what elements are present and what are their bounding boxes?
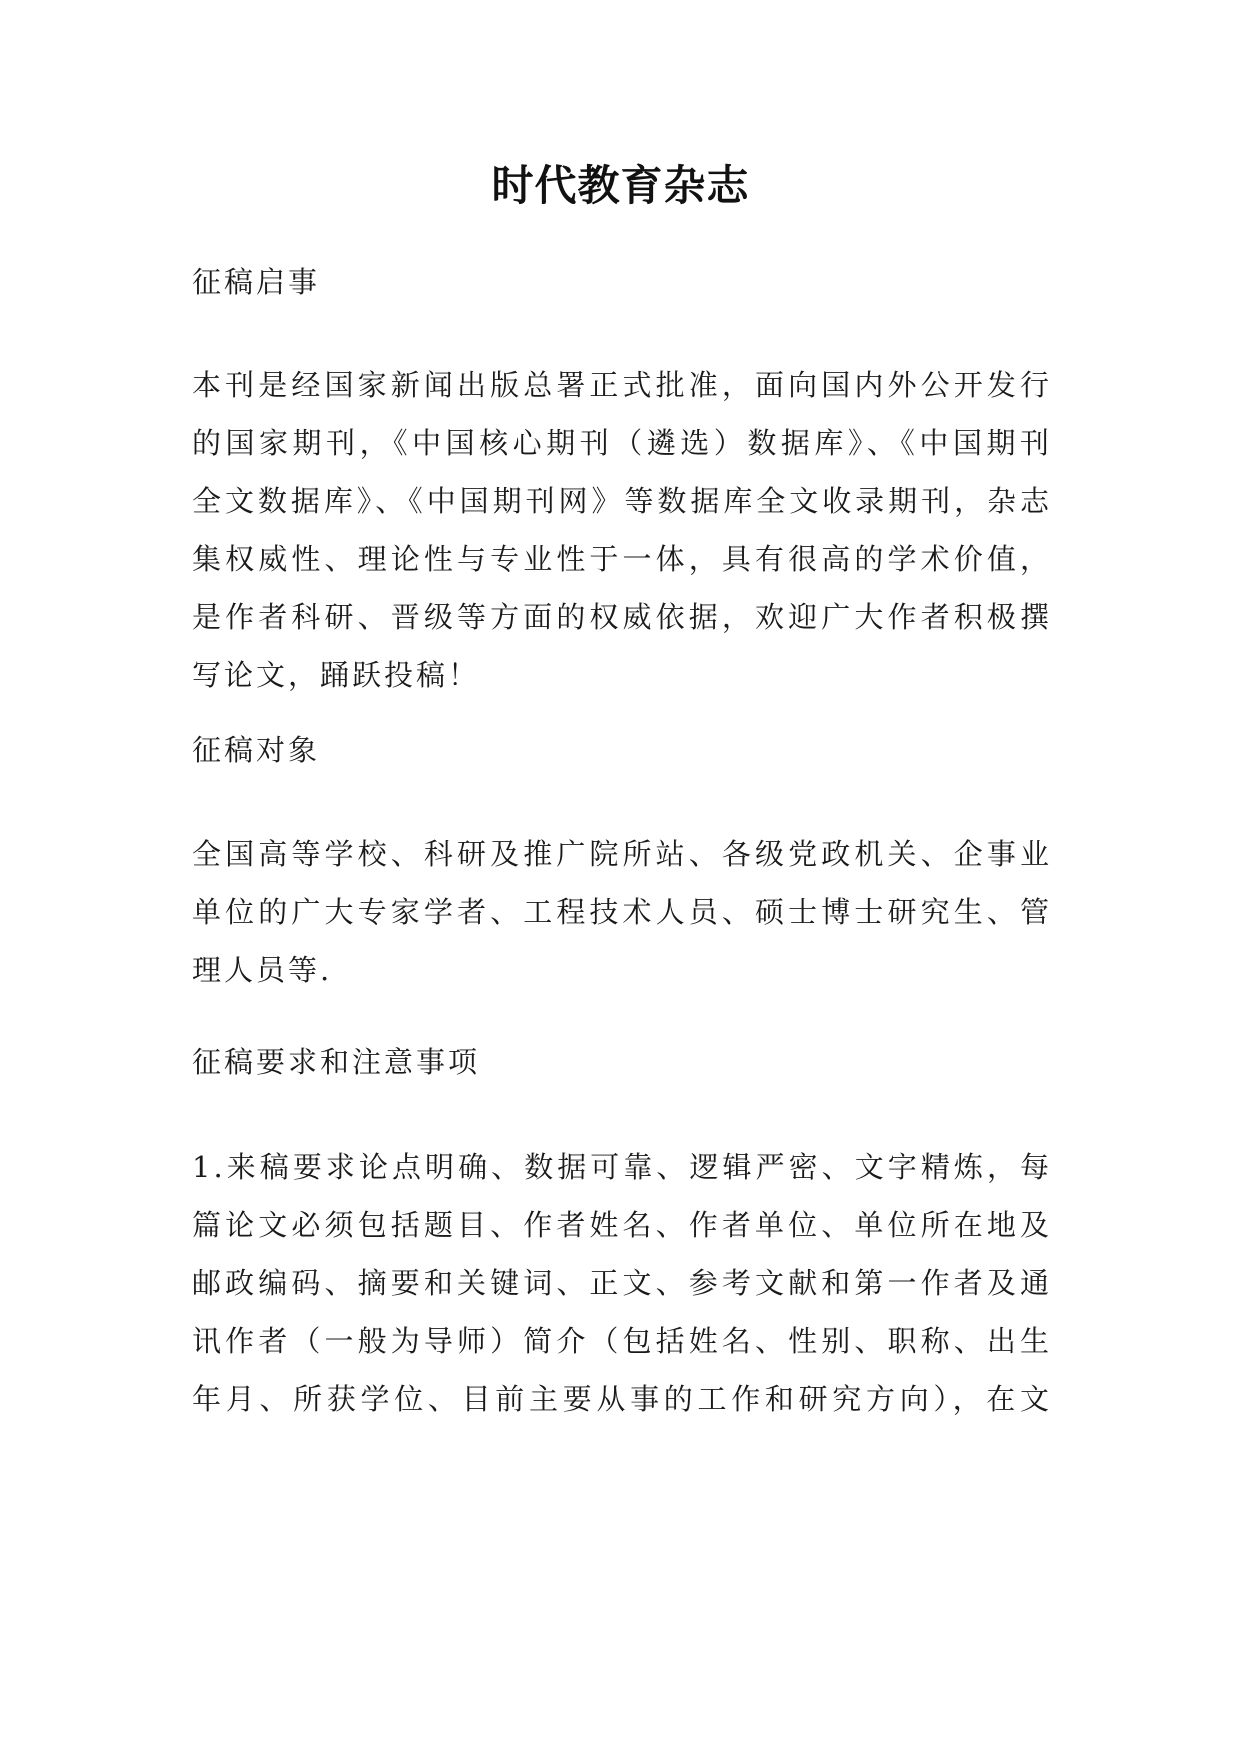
paragraph-requirements xyxy=(192,1138,1052,1428)
section-heading-target-authors: 征稿对象 xyxy=(192,733,321,767)
section-heading-call-for-papers: 征稿启事 xyxy=(192,265,321,299)
paragraph-line: 本刊是经国家新闻出版总署正式批准，面向国内外公开发行 xyxy=(192,368,1052,402)
paragraph-line: 全国高等学校、科研及推广院所站、各级党政机关、企事业 xyxy=(192,837,1052,871)
page-title: 时代教育杂志 xyxy=(491,161,750,210)
section-heading-requirements: 征稿要求和注意事项 xyxy=(192,1045,481,1079)
paragraph-line: 集权威性、理论性与专业性于一体，具有很高的学术价值， xyxy=(192,542,1052,576)
paragraph-line: 的国家期刊，《中国核心期刊（遴选）数据库》、《中国期刊 xyxy=(192,426,1052,460)
paragraph-line: 单位的广大专家学者、工程技术人员、硕士博士研究生、管 xyxy=(192,895,1052,929)
paragraph-line: 全文数据库》、《中国期刊网》等数据库全文收录期刊，杂志 xyxy=(192,484,1052,518)
paragraph-line: 写论文，踊跃投稿！ xyxy=(192,658,481,692)
paragraph-line: 讯作者（一般为导师）简介（包括姓名、性别、职称、出生 xyxy=(192,1324,1052,1358)
paragraph-line: 年月、所获学位、目前主要从事的工作和研究方向），在文 xyxy=(192,1382,1052,1416)
paragraph-line: 1.来稿要求论点明确、数据可靠、逻辑严密、文字精炼，每 xyxy=(192,1150,1052,1184)
paragraph-line: 是作者科研、晋级等方面的权威依据，欢迎广大作者积极撰 xyxy=(192,600,1052,634)
paragraph-call-for-papers xyxy=(192,356,1052,704)
paragraph-target-authors xyxy=(192,825,1052,999)
paragraph-line: 邮政编码、摘要和关键词、正文、参考文献和第一作者及通 xyxy=(192,1266,1052,1300)
paragraph-line: 篇论文必须包括题目、作者姓名、作者单位、单位所在地及 xyxy=(192,1208,1052,1242)
paragraph-line: 理人员等. xyxy=(192,953,333,987)
